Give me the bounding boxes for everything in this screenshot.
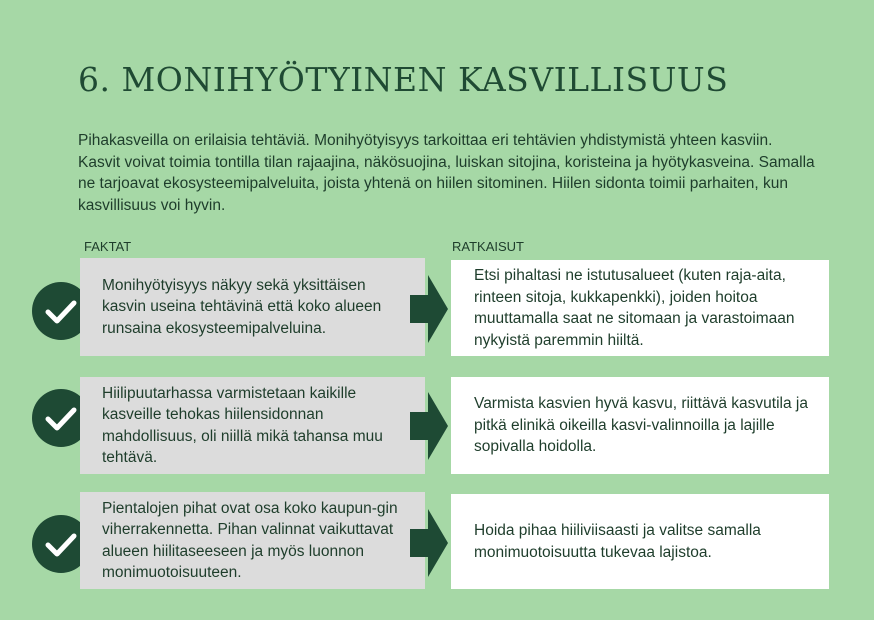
facts-column-label: FAKTAT [84,239,132,254]
fact-solution-row-1 [0,258,874,358]
fact-box-2: Hiilipuutarhassa varmistetaan kaikille kasveille tehokas hiilensidonnan mahdollisuus, oli niillä mikä tahansa muu tehtävä. [80,377,425,474]
intro-paragraph: Pihakasveilla on erilaisia tehtäviä. Monihyötyisyys tarkoittaa eri tehtävien yhdistymistä yhteen kasviin. Kasvit voivat toimia tontilla tilan rajaajina, näkösuojina, luiskan sitojina, koristeina ja hyötykasveina. Samalla ne tarjoavat ekosysteemipalveluita, joista yhtenä on hiilen sitominen. Hiilen sidonta toimii parhaiten, kun kasvillisuus voi hyvin. [78,132,815,214]
solution-box-1: Etsi pihaltasi ne istutusalueet (kuten raja-aita, rinteen sitoja, kukkapenkki), joiden hoitoa muuttamalla saat ne sitomaan ja varastoimaan nykyistä paremmin hiiltä. [451,260,829,356]
solution-box-2: Varmista kasvien hyvä kasvu, riittävä kasvutila ja pitkä elinikä oikeilla kasvi-valinnoilla ja lajille sopivalla hoidolla. [451,377,829,474]
arrow-right-icon [410,275,448,343]
arrow-right-icon [410,392,448,460]
fact-solution-row-3 [0,492,874,592]
fact-box-3: Pientalojen pihat ovat osa koko kaupun-gin viherrakennetta. Pihan valinnat vaikuttavat alueen hiilitaseeseen ja myös luonnon monimuotoisuuteen. [80,492,425,589]
page-title: 6. MONIHYÖTYINEN KASVILLISUUS [78,60,729,99]
fact-box-1: Monihyötyisyys näkyy sekä yksittäisen kasvin useina tehtävinä että koko alueen runsaina ekosysteemipalveluina. [80,258,425,356]
solution-box-3: Hoida pihaa hiiliviisaasti ja valitse samalla monimuotoisuutta tukevaa lajistoa. [451,494,829,589]
solutions-column-label: RATKAISUT [452,239,524,254]
arrow-right-icon [410,509,448,577]
fact-solution-row-2 [0,377,874,477]
